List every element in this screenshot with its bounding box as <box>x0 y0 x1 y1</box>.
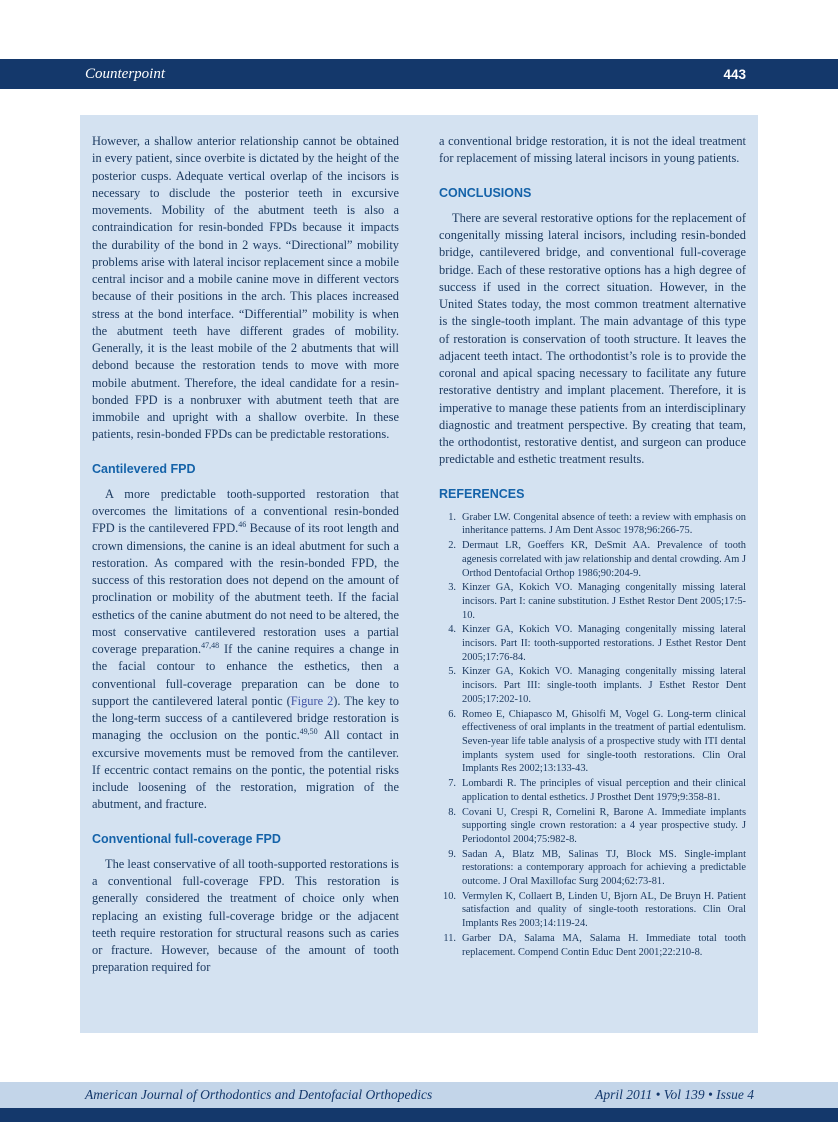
text-run: If the canine requires a change in the facial contour to enhance the esthetics, then a conventional full-coverage preparation can be done to support the cantilevered lateral pontic ( <box>92 642 399 708</box>
citation-superscript: 47,48 <box>201 640 220 650</box>
running-head: Counterpoint <box>85 65 166 82</box>
heading-references: REFERENCES <box>439 486 525 501</box>
reference-text: Graber LW. Congenital absence of teeth: a review with emphasis on inheritance patterns. J Am Dent Assoc 1978;96:266-75. <box>462 511 746 537</box>
reference-item <box>439 848 746 889</box>
article-body <box>80 115 758 1033</box>
reference-text: Kinzer GA, Kokich VO. Managing congenitally missing lateral incisors. Part III: single-tooth implants. J Esthet Restor Dent 2005;17:202-10. <box>462 666 746 705</box>
text-run: There are several restorative options for the replacement of congenitally missing lateral incisors, including resin-bonded bridge, cantilevered bridge, and conventional full-coverage bridge. Each of these restorative options has a high degree of success if used in the correct situation. However, in the United States today, the most common treatment alternative is the single-tooth implant. The main advantage of this type of restoration is conservation of tooth structure. It leaves the adjacent teeth intact. The orthodontist’s role is to provide the coronal and apical spacing necessary to facilitate any future restorative dentistry and implant placement. Therefore, it is imperative to manage these patients from an interdisciplinary diagnostic and treatment perspective. By creating that team, the orthodontist, restorative dentist, and surgeon can produce predictable and esthetic treatment results. <box>439 210 746 467</box>
reference-item <box>439 932 746 959</box>
reference-number: 6. <box>448 708 456 720</box>
reference-text: Covani U, Crespi R, Cornelini R, Barone A. Immediate implants supporting single crown restoration: a 4 year prospective study. J Periodontol 2004;75:982-8. <box>462 806 746 845</box>
text-run: Because of its root length and crown dimensions, the canine is an ideal abutment for such a restoration. As compared with the resin-bonded FPD, the success of this restoration does not depend on the amount of proclination or mobility of the abutment teeth. If the facial esthetics of the canine abutment do not need to be altered, the most conservative cantilevered restoration uses a partial coverage preparation. <box>92 521 399 656</box>
paragraph-cantilevered-fpd <box>92 486 399 814</box>
reference-number: 3. <box>448 582 456 594</box>
paragraph-conventional-full-coverage <box>92 856 399 977</box>
reference-text: Romeo E, Chiapasco M, Ghisolfi M, Vogel G. Long-term clinical effectiveness of oral implants in the treatment of partial edentulism. Seven-year life table analysis of a prospective study with ITI dental implants system used for single-tooth restorations. Clin Oral Implants Res 2002;13:133-43. <box>462 708 746 775</box>
heading-conclusions: CONCLUSIONS <box>439 185 532 200</box>
reference-text: Kinzer GA, Kokich VO. Managing congenitally missing lateral incisors. Part II: tooth-supported restorations. J Esthet Restor Dent 2005;17:76-84. <box>462 624 746 663</box>
reference-number: 4. <box>448 624 456 636</box>
paragraph-conclusions <box>439 210 746 469</box>
figure-2-link[interactable]: Figure 2 <box>290 693 334 708</box>
text-run: ). The key to the long-term success of a cantilevered bridge restoration is managing the occlusion on the pontic. <box>92 693 400 743</box>
reference-item <box>439 708 746 777</box>
reference-text: Dermaut LR, Goeffers KR, DeSmit AA. Prevalence of tooth agenesis correlated with jaw relationship and dental crowding. Am J Orthod Dentofacial Orthop 1986;90:204-9. <box>462 540 746 579</box>
reference-text: Lombardi R. The principles of visual perception and their clinical application to dental esthetics. J Prosthet Dent 1979;9:358-81. <box>462 778 746 803</box>
bottom-strip <box>0 1108 838 1122</box>
reference-item <box>439 665 746 706</box>
text-run: A more predictable tooth-supported restoration that overcomes the limitations of a conventional resin-bonded FPD is the cantilevered FPD. <box>92 486 399 536</box>
header-bar <box>0 59 838 89</box>
reference-number: 8. <box>448 806 456 818</box>
reference-number: 1. <box>448 511 456 523</box>
reference-number: 11. <box>443 932 456 944</box>
right-column <box>439 133 746 1033</box>
reference-item <box>439 777 746 804</box>
heading-cantilevered-fpd: Cantilevered FPD <box>92 461 196 476</box>
paragraph-bridge-continuation <box>439 133 746 168</box>
reference-number: 9. <box>448 848 456 860</box>
citation-superscript: 49,50 <box>299 727 318 737</box>
citation-superscript: 46 <box>238 520 247 530</box>
reference-number: 10. <box>443 890 456 902</box>
issue-info: April 2011 • Vol 139 • Issue 4 <box>595 1087 754 1102</box>
reference-number: 2. <box>448 540 456 552</box>
reference-item <box>439 511 746 538</box>
journal-title: American Journal of Orthodontics and Dentofacial Orthopedics <box>85 1087 433 1102</box>
heading-conventional-full-coverage-fpd: Conventional full-coverage FPD <box>92 831 281 846</box>
text-run: The least conservative of all tooth-supported restorations is a conventional full-coverage FPD. This restoration is generally considered the treatment of choice only when replacing an existing full-coverage bridge or the adjacent teeth require restoration for structural reasons such as caries or fracture. However, because of the amount of tooth preparation required for <box>92 856 399 975</box>
reference-text: Sadan A, Blatz MB, Salinas TJ, Block MS. Single-implant restorations: a contemporary approach for achieving a predictable outcome. J Oral Maxillofac Surg 2004;62:73-81. <box>462 848 746 888</box>
text-run: However, a shallow anterior relationship cannot be obtained in every patient, since overbite is dictated by the height of the posterior cusps. Adequate vertical overlap of the incisors is necessary to disclude the posterior teeth in excursive movements. Mobility of the abutment teeth is also a contraindication for resin-bonded FPDs because it impacts the durability of the bond in 2 ways. “Directional” mobility problems arise with lateral incisor replacement since a mobile central incisor and a mobile canine move in different vectors because of their positions in the arch. This places increased stress at the bond interface. “Differential” mobility is when the abutment teeth have different grades of mobility. Generally, it is the least mobile of the 2 abutments that will debond because the restoration tends to move with more mobile abutment. Therefore, the ideal candidate for a resin-bonded FPD is a nonbruxer with abutment teeth that are immobile and upright with a shallow overbite. In these patients, resin-bonded FPDs can be predictable restorations. <box>92 134 399 442</box>
reference-list <box>439 511 746 960</box>
reference-number: 5. <box>448 666 456 678</box>
footer-bar <box>0 1082 838 1108</box>
reference-text: Kinzer GA, Kokich VO. Managing congenitally missing lateral incisors. Part I: canine substitution. J Esthet Restor Dent 2005;17:5-10. <box>462 582 746 621</box>
reference-item <box>439 623 746 664</box>
reference-text: Vermylen K, Collaert B, Linden U, Bjorn AL, De Bruyn H. Patient satisfaction and quality of single-tooth restorations. Clin Oral Implants Res 2003;14:119-24. <box>462 890 746 930</box>
page-number: 443 <box>723 66 746 82</box>
reference-item <box>439 539 746 580</box>
text-run: All contact in excursive movements must be removed from the cantilever. If eccentric contact remains on the pontic, the potential risks include loosening of the restoration, migration of the abutment, and fracture. <box>92 728 399 812</box>
left-column <box>92 133 399 1033</box>
reference-item <box>439 890 746 931</box>
text-run: a conventional bridge restoration, it is not the ideal treatment for replacement of missing lateral incisors in young patients. <box>439 134 746 166</box>
reference-item <box>439 581 746 622</box>
paragraph-resin-bonded-continuation <box>92 133 399 444</box>
reference-item <box>439 806 746 847</box>
reference-text: Garber DA, Salama MA, Salama H. Immediate total tooth replacement. Compend Contin Educ Dent 2001;22:210-8. <box>462 932 746 958</box>
reference-number: 7. <box>448 778 456 790</box>
